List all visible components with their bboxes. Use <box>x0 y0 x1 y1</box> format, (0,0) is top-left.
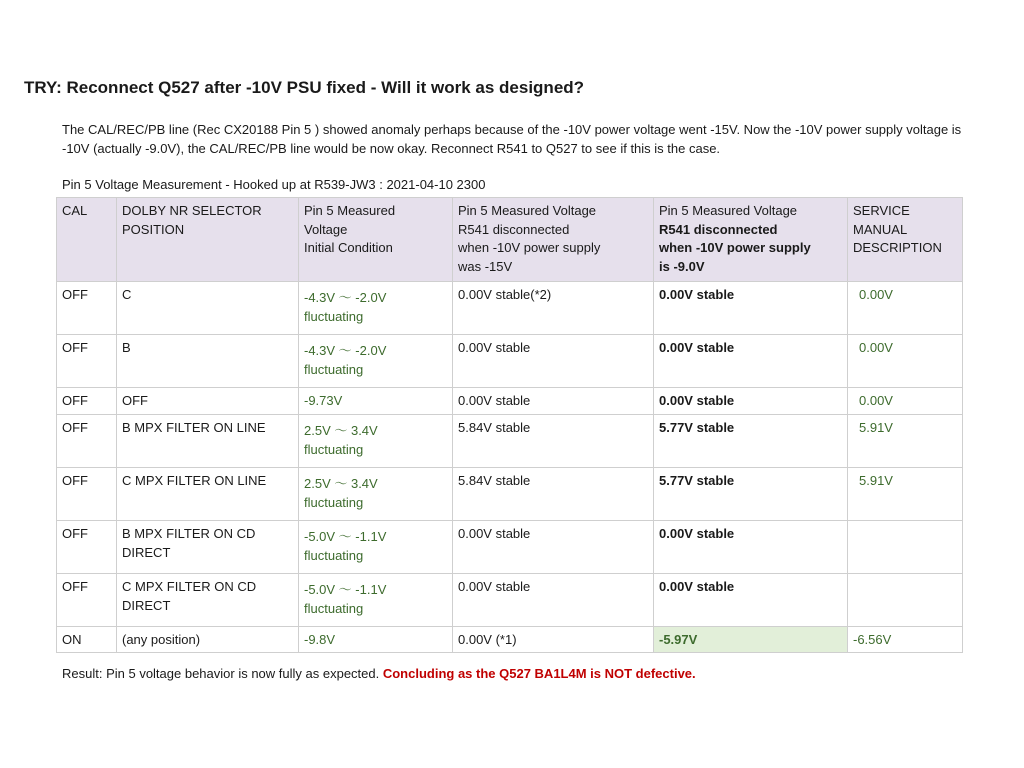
cell-service-manual: 5.91V <box>848 468 963 521</box>
cell-service-manual: 0.00V <box>848 388 963 415</box>
cell-minus15v: 0.00V (*1) <box>453 627 654 653</box>
cell-position: OFF <box>117 388 299 415</box>
header-cal: CAL <box>57 198 117 282</box>
cell-minus9v: 0.00V stable <box>654 335 848 388</box>
table-row <box>57 627 963 653</box>
cell-minus9v: 0.00V stable <box>654 574 848 627</box>
cell-minus15v: 0.00V stable <box>453 574 654 627</box>
cell-cal: OFF <box>57 468 117 521</box>
cell-minus15v: 5.84V stable <box>453 468 654 521</box>
cell-initial: -9.73V <box>299 388 453 415</box>
cell-position: B <box>117 335 299 388</box>
cell-position: B MPX FILTER ON LINE <box>117 415 299 468</box>
header-minus9v: Pin 5 Measured Voltage R541 disconnected when -10V power supply is -9.0V <box>654 198 848 282</box>
cell-initial: -5.0V 〜 -1.1V fluctuating <box>299 521 453 574</box>
cell-service-manual <box>848 574 963 627</box>
cell-position: C <box>117 282 299 335</box>
page-heading: TRY: Reconnect Q527 after -10V PSU fixed - Will it work as designed? <box>24 78 585 97</box>
cell-minus9v: 0.00V stable <box>654 282 848 335</box>
cell-initial: -4.3V 〜 -2.0V fluctuating <box>299 282 453 335</box>
cell-minus9v: 5.77V stable <box>654 468 848 521</box>
cell-minus15v: 0.00V stable(*2) <box>453 282 654 335</box>
cell-service-manual <box>848 521 963 574</box>
cell-cal: ON <box>57 627 117 653</box>
cell-service-manual: 5.91V <box>848 415 963 468</box>
cell-minus9v: 0.00V stable <box>654 388 848 415</box>
table-header-row <box>57 198 963 282</box>
table-row <box>57 521 963 574</box>
cell-initial: 2.5V 〜 3.4V fluctuating <box>299 415 453 468</box>
result-text: Result: Pin 5 voltage behavior is now fully as expected. <box>62 666 383 681</box>
header-minus15v: Pin 5 Measured Voltage R541 disconnected when -10V power supply was -15V <box>453 198 654 282</box>
cell-service-manual: 0.00V <box>848 335 963 388</box>
result-conclusion: Concluding as the Q527 BA1L4M is NOT defective. <box>382 666 696 681</box>
header-initial-condition: Pin 5 Measured Voltage Initial Condition <box>299 198 453 282</box>
cell-service-manual: 0.00V <box>848 282 963 335</box>
cell-initial: 2.5V 〜 3.4V fluctuating <box>299 468 453 521</box>
cell-minus15v: 0.00V stable <box>453 388 654 415</box>
result-line <box>62 666 696 681</box>
cell-minus9v: 5.77V stable <box>654 415 848 468</box>
cell-position: C MPX FILTER ON LINE <box>117 468 299 521</box>
cell-initial: -5.0V 〜 -1.1V fluctuating <box>299 574 453 627</box>
cell-position: B MPX FILTER ON CD DIRECT <box>117 521 299 574</box>
cell-minus15v: 0.00V stable <box>453 521 654 574</box>
table-row <box>57 388 963 415</box>
cell-minus9v: -5.97V <box>654 627 848 653</box>
table-caption: Pin 5 Voltage Measurement - Hooked up at R539-JW3 : 2021-04-10 2300 <box>62 177 486 192</box>
cell-position: (any position) <box>117 627 299 653</box>
cell-minus9v: 0.00V stable <box>654 521 848 574</box>
cell-cal: OFF <box>57 574 117 627</box>
cell-cal: OFF <box>57 335 117 388</box>
cell-cal: OFF <box>57 415 117 468</box>
table-row <box>57 574 963 627</box>
cell-minus15v: 5.84V stable <box>453 415 654 468</box>
cell-cal: OFF <box>57 388 117 415</box>
intro-paragraph: The CAL/REC/PB line (Rec CX20188 Pin 5 ) showed anomaly perhaps because of the -10V power voltage went -15V. Now the -10V power supply voltage is -10V (actually -9.0V), the CAL/REC/PB line would be now okay. Reconnect R541 to Q527 to see if this is the case. <box>62 122 962 156</box>
table-row <box>57 468 963 521</box>
cell-cal: OFF <box>57 521 117 574</box>
cell-cal: OFF <box>57 282 117 335</box>
cell-service-manual: -6.56V <box>848 627 963 653</box>
header-selector-position: DOLBY NR SELECTOR POSITION <box>117 198 299 282</box>
cell-position: C MPX FILTER ON CD DIRECT <box>117 574 299 627</box>
cell-initial: -9.8V <box>299 627 453 653</box>
table-row <box>57 335 963 388</box>
header-service-manual: SERVICE MANUAL DESCRIPTION <box>848 198 963 282</box>
table-row <box>57 282 963 335</box>
cell-minus15v: 0.00V stable <box>453 335 654 388</box>
table-row <box>57 415 963 468</box>
measurement-table <box>56 197 963 653</box>
cell-initial: -4.3V 〜 -2.0V fluctuating <box>299 335 453 388</box>
